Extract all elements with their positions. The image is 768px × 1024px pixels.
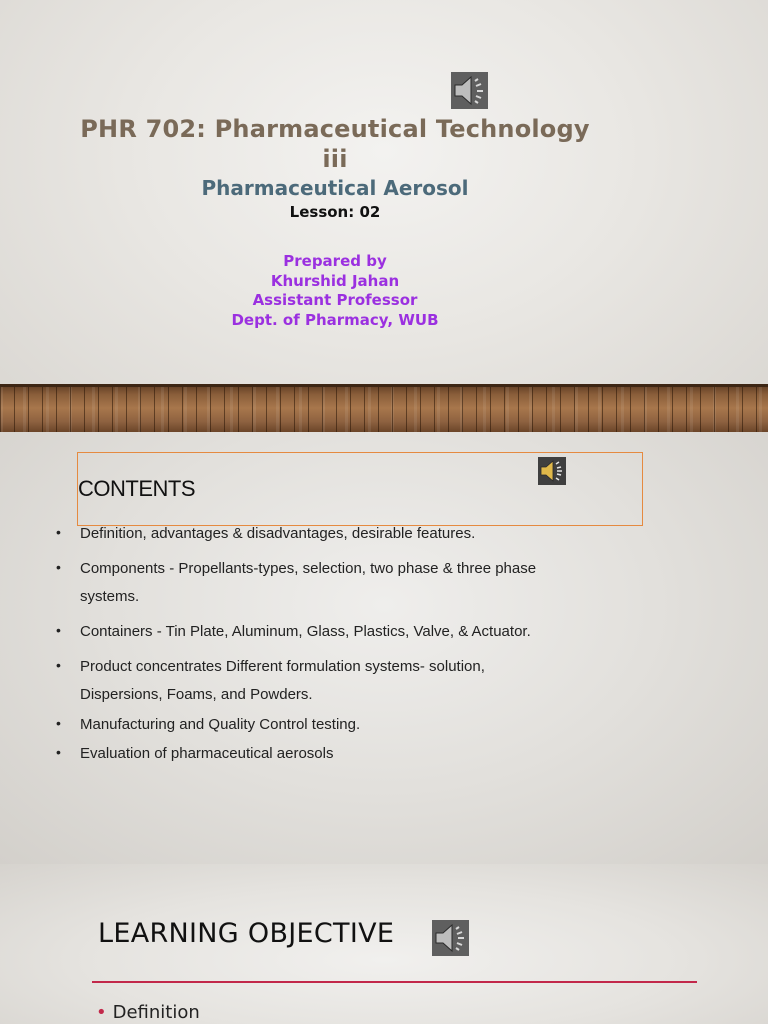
list-item xyxy=(56,555,616,611)
list-item xyxy=(96,1002,200,1023)
credits-department: Dept. of Pharmacy, WUB xyxy=(231,310,439,329)
bullet-icon: • xyxy=(56,559,61,575)
list-item xyxy=(56,520,616,548)
contents-list xyxy=(56,520,616,768)
speaker-icon-graphic xyxy=(432,920,469,956)
course-title-line2: iii xyxy=(322,145,348,173)
bullet-icon: • xyxy=(56,657,61,673)
course-title xyxy=(30,114,640,174)
learning-objective-slide xyxy=(0,864,768,1024)
list-item-text-cont: Dispersions, Foams, and Powders. xyxy=(80,686,313,703)
speaker-icon[interactable] xyxy=(538,457,566,485)
bullet-icon: • xyxy=(56,524,61,540)
list-item xyxy=(56,711,616,739)
credits-author: Khurshid Jahan xyxy=(270,271,400,290)
learning-objective-heading: LEARNING OBJECTIVE xyxy=(98,918,395,949)
list-item xyxy=(56,740,616,768)
list-item xyxy=(56,618,616,646)
speaker-icon-graphic xyxy=(538,457,566,485)
list-item-text-cont: systems. xyxy=(80,588,140,605)
accent-rule xyxy=(92,981,697,983)
wood-floor-decoration xyxy=(0,384,768,432)
list-item xyxy=(56,653,616,709)
title-slide xyxy=(0,0,768,432)
list-item-text: Definition, advantages & disadvantages, desirable features. xyxy=(80,525,476,542)
lesson-number: Lesson: 02 xyxy=(289,203,381,221)
credits-prepared-by: Prepared by xyxy=(283,252,387,270)
contents-heading: CONTENTS xyxy=(78,476,195,501)
contents-slide xyxy=(0,432,768,864)
list-item-text: Product concentrates Different formulation systems- solution, xyxy=(80,658,485,675)
list-item-text: Definition xyxy=(112,1002,200,1023)
list-item-text: Evaluation of pharmaceutical aerosols xyxy=(80,745,334,762)
list-item-text: Components - Propellants-types, selection, two phase & three phase xyxy=(80,560,537,577)
bullet-icon: • xyxy=(96,1002,107,1023)
bullet-icon: • xyxy=(56,622,61,638)
credits-position: Assistant Professor xyxy=(252,291,418,309)
bullet-icon: • xyxy=(56,715,61,731)
speaker-icon[interactable] xyxy=(451,72,488,109)
course-title-line1: PHR 702: Pharmaceutical Technology xyxy=(80,115,590,143)
bullet-icon: • xyxy=(56,744,61,760)
floor-edge xyxy=(0,384,768,387)
speaker-icon[interactable] xyxy=(432,920,469,956)
speaker-icon-graphic xyxy=(451,72,488,109)
credits-block xyxy=(30,252,640,330)
list-item-text: Manufacturing and Quality Control testing. xyxy=(80,716,361,733)
list-item-text: Containers - Tin Plate, Aluminum, Glass, Plastics, Valve, & Actuator. xyxy=(80,623,531,640)
course-subtitle: Pharmaceutical Aerosol xyxy=(201,176,469,200)
